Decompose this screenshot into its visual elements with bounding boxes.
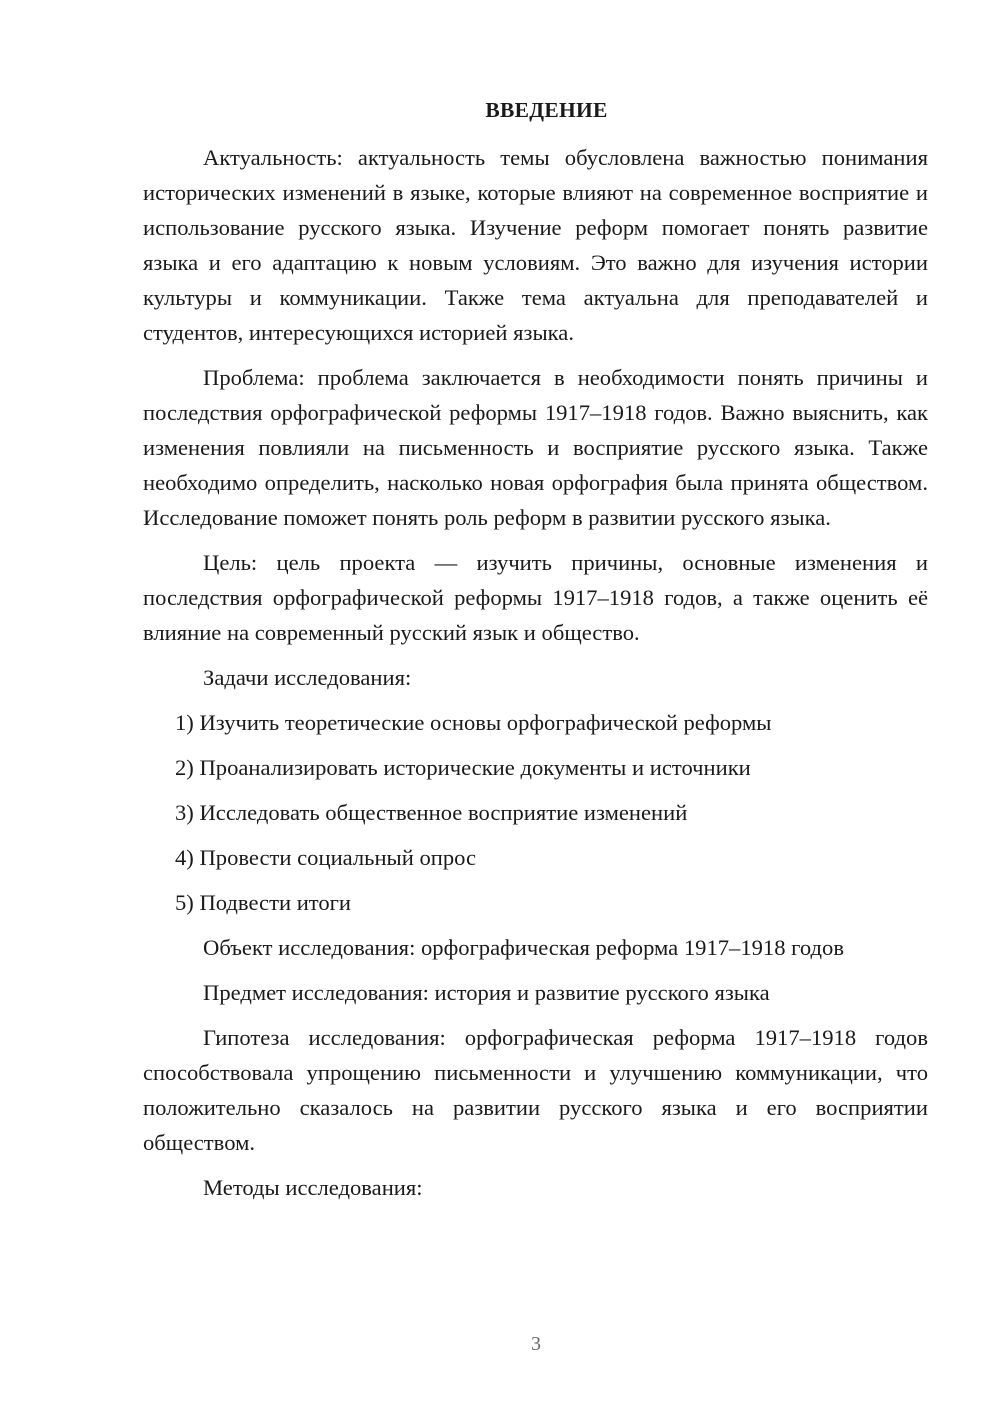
subject-paragraph: Предмет исследования: история и развитие русского языка (203, 980, 770, 1005)
page-number: 3 (531, 1333, 541, 1355)
tasks-heading: Задачи исследования: (203, 665, 412, 690)
problem-paragraph: Проблема: проблема заключается в необходимости понять причины и последствия орфографической реформы 1917–1918 годов. Важно выяснить, как изменения повлияли на письменность и восприятие русского языка. Также необходимо определить, насколько новая орфография была принята обществом. Исследование поможет понять роль реформ в развитии русского языка. (143, 365, 928, 530)
list-item: 4) Провести социальный опрос (175, 845, 477, 870)
goal-paragraph: Цель: цель проекта — изучить причины, основные изменения и последствия орфографической реформы 1917–1918 годов, а также оценить её влияние на современный русский язык и общество. (143, 550, 928, 645)
list-item: 2) Проанализировать исторические документы и источники (175, 755, 751, 780)
hypothesis-paragraph: Гипотеза исследования: орфографическая реформа 1917–1918 годов способствовала упрощению письменности и улучшению коммуникации, что положительно сказалось на развитии русского языка и его восприятии обществом. (143, 1025, 928, 1155)
tasks-list (143, 705, 928, 920)
list-item: 5) Подвести итоги (175, 890, 352, 915)
list-item: 3) Исследовать общественное восприятие изменений (175, 800, 688, 825)
page-title: ВВЕДЕНИЕ (485, 98, 608, 122)
list-item: 1) Изучить теоретические основы орфографической реформы (175, 710, 772, 735)
relevance-paragraph: Актуальность: актуальность темы обусловлена важностью понимания исторических изменений в языке, которые влияют на современное восприятие и использование русского языка. Изучение реформ помогает понять развитие языка и его адаптацию к новым условиям. Это важно для изучения истории культуры и коммуникации. Также тема актуальна для преподавателей и студентов, интересующихся историей языка. (143, 145, 928, 345)
object-paragraph: Объект исследования: орфографическая реформа 1917–1918 годов (203, 935, 844, 960)
document-page (143, 94, 928, 1215)
methods-heading: Методы исследования: (203, 1175, 423, 1200)
